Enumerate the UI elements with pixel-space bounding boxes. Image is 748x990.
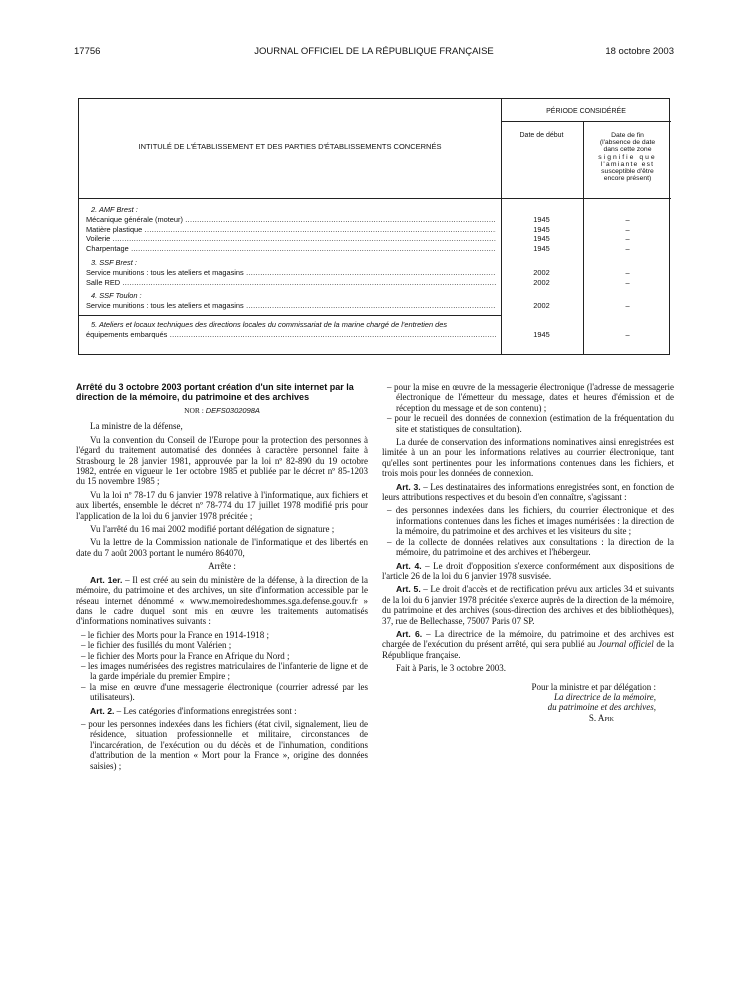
header-bottom-rule: [79, 198, 671, 199]
column-header-establishment: INTITULÉ DE L'ÉTABLISSEMENT ET DES PARTIES D'ÉTABLISSEMENTS CONCERNÉS: [138, 142, 442, 151]
column-header-end-date: Date de fin (l'absence de date dans cette zone signifie que l'amiante est susceptible d'être encore présent): [598, 132, 657, 183]
paragraph: La durée de conservation des informations nominatives ainsi enregistrées est limitée à un an pour les informations relatives au courrier électronique, tant qu'elles sont pertinentes pour les informations contenues dans les fichiers, et trois mois pour les données de connexion.: [382, 437, 674, 479]
section-title: 3. SSF Brest :: [91, 257, 137, 267]
table-row: Charpentage ..... 1945 –: [79, 244, 671, 254]
list-item: – le fichier des Morts pour la France en Afrique du Nord ;: [81, 650, 290, 661]
right-column: [382, 382, 674, 723]
journal-title: JOURNAL OFFICIEL DE LA RÉPUBLIQUE FRANÇAISE: [254, 46, 494, 57]
column-header-period: PÉRIODE CONSIDÉRÉE: [546, 108, 626, 115]
table-row: Service munitions : tous les ateliers et magasins ..... 2002 –: [79, 268, 671, 278]
list-item: – le fichier des Morts pour la France en 1914-1918 ;: [81, 629, 269, 640]
signing-date: Fait à Paris, le 3 octobre 2003.: [396, 663, 506, 674]
nor-reference: NOR : DEFS0302098A: [184, 406, 260, 415]
list-item: – les images numérisées des registres matriculaires de l'infanterie de ligne et de la garde impériale du premier Empire ;: [81, 660, 368, 682]
table-row: Matière plastique ..... 1945 –: [79, 225, 671, 235]
table-row: Voilerie ..... 1945 –: [79, 234, 671, 244]
table-body: [79, 205, 671, 340]
paragraph: Vu la lettre de la Commission nationale de l'informatique et des libertés en date du 7 août 2003 portant le numéro 864070,: [76, 537, 368, 558]
publication-date: 18 octobre 2003: [605, 46, 674, 57]
signature-title: du patrimoine et des archives,: [547, 702, 656, 713]
paragraph: Vu la loi nº 78-17 du 6 janvier 1978 relative à l'informatique, aux fichiers et aux libertés, ensemble le décret nº 78-774 du 17 juillet 1978 modifié pris pour l'application de la loi du 6 janvier 1978 précitée ;: [76, 489, 368, 521]
signature-delegation: Pour la ministre et par délégation :: [531, 681, 656, 692]
paragraph: Vu l'arrêté du 16 mai 2002 modifié portant délégation de signature ;: [90, 524, 335, 535]
paragraph: Vu la convention du Conseil de l'Europe pour la protection des personnes à l'égard du traitement automatisé des données à caractère personnel faite à Strasbourg le 28 janvier 1981, approuvée par la loi nº 82-890 du 19 octobre 1982, entrée en vigueur le 1er octobre 1985 et publiée par le décret nº 85-1203 du 15 novembre 1985 ;: [76, 434, 368, 487]
article-1: Art. 1er. – Il est créé au sein du ministère de la défense, à la direction de la mémoire, du patrimoine et des archives, un site d'information accessible par le réseau internet dénommé « www.memoiredeshommes.sga.defense.gouv.fr » dans le cadre duquel sont mis en œuvre les traitements automatisés d'informations nominatives suivants :: [76, 574, 368, 627]
list-item: – des personnes indexées dans les fichiers, du courrier électronique et des informations contenues dans les fiches et images numérisées : la direction de la mémoire, du patrimoine et des archives et les visiteurs du site ;: [387, 505, 674, 537]
section-title: 2. AMF Brest :: [91, 205, 138, 214]
paragraph: La ministre de la défense,: [90, 421, 183, 432]
arrete-heading: Arrête :: [208, 561, 236, 572]
article-2: Art. 2. – Les catégories d'informations enregistrées sont :: [90, 705, 297, 716]
left-column: [76, 382, 368, 771]
list-item: – le fichier des fusillés du mont Valérien ;: [81, 640, 232, 651]
header-divider: [501, 121, 671, 122]
section-title: 5. Ateliers et locaux techniques des directions locales du commissariat de la marine chargé de l'entretien des: [91, 319, 448, 329]
decree-title: Arrêté du 3 octobre 2003 portant création d'un site internet par la direction de la mémoire, du patrimoine et des archives: [76, 382, 354, 402]
column-header-start-date: Date de début: [519, 132, 564, 139]
signatory-name: S. Apik: [588, 712, 614, 723]
table-row: Service munitions : tous les ateliers et magasins ..... 2002 –: [79, 301, 671, 311]
table-row: équipements embarqués ..... 1945 –: [79, 330, 671, 340]
article-6: Art. 6. – La directrice de la mémoire, du patrimoine et des archives est chargée de l'exécution du présent arrêté, qui sera publié au Journal officiel de la République française.: [382, 628, 674, 660]
article-5: Art. 5. – Le droit d'accès et de rectification prévu aux articles 34 et suivants de la loi du 6 janvier 1978 précitée s'exerce auprès de la direction de la mémoire, du patrimoine et des archives (sous-direction des archives et des bibliothèques), 37, rue de Bellechasse, 75007 Paris 07 SP.: [382, 584, 674, 626]
list-item: – pour les personnes indexées dans les fichiers (état civil, signalement, lieu de résidence, situation professionnelle et militaire, circonstances de l'incarcération, de l'exécution ou du décès et de l'inhumation, conditions d'attribution de la mention « Mort pour la France », origine des données saisies) ;: [81, 718, 368, 771]
section-title: 4. SSF Toulon :: [91, 291, 142, 301]
list-item: – pour la mise en œuvre de la messagerie électronique (l'adresse de messagerie électronique de l'émetteur du message, dates et heures d'émission et de réception du message et de son contenu) ;: [387, 382, 674, 413]
table-row: Mécanique générale (moteur) ..... 1945 –: [79, 215, 671, 225]
article-3: Art. 3. – Les destinataires des informations enregistrées sont, en fonction de leurs attributions respectives et du besoin d'en connaître, s'agissant :: [382, 481, 674, 503]
establishment-table: [78, 98, 670, 355]
table-row: Salle RED ..... 2002 –: [79, 278, 671, 288]
list-item: – la mise en œuvre d'une messagerie électronique (courrier adressé par les utilisateurs).: [81, 681, 368, 703]
page-number: 17756: [74, 46, 101, 57]
list-item: – pour le recueil des données de connexion (estimation de la fréquentation du site et statistiques de consultation).: [387, 413, 674, 434]
article-4: Art. 4. – Le droit d'opposition s'exerce conformément aux dispositions de l'article 26 de la loi du 6 janvier 1978 susvisée.: [382, 560, 674, 581]
page-header: [74, 46, 674, 60]
signature-title: La directrice de la mémoire,: [553, 691, 656, 702]
list-item: – de la collecte de données relatives aux consultations : la direction de la mémoire, du patrimoine et des archives et l'hébergeur.: [387, 536, 674, 558]
